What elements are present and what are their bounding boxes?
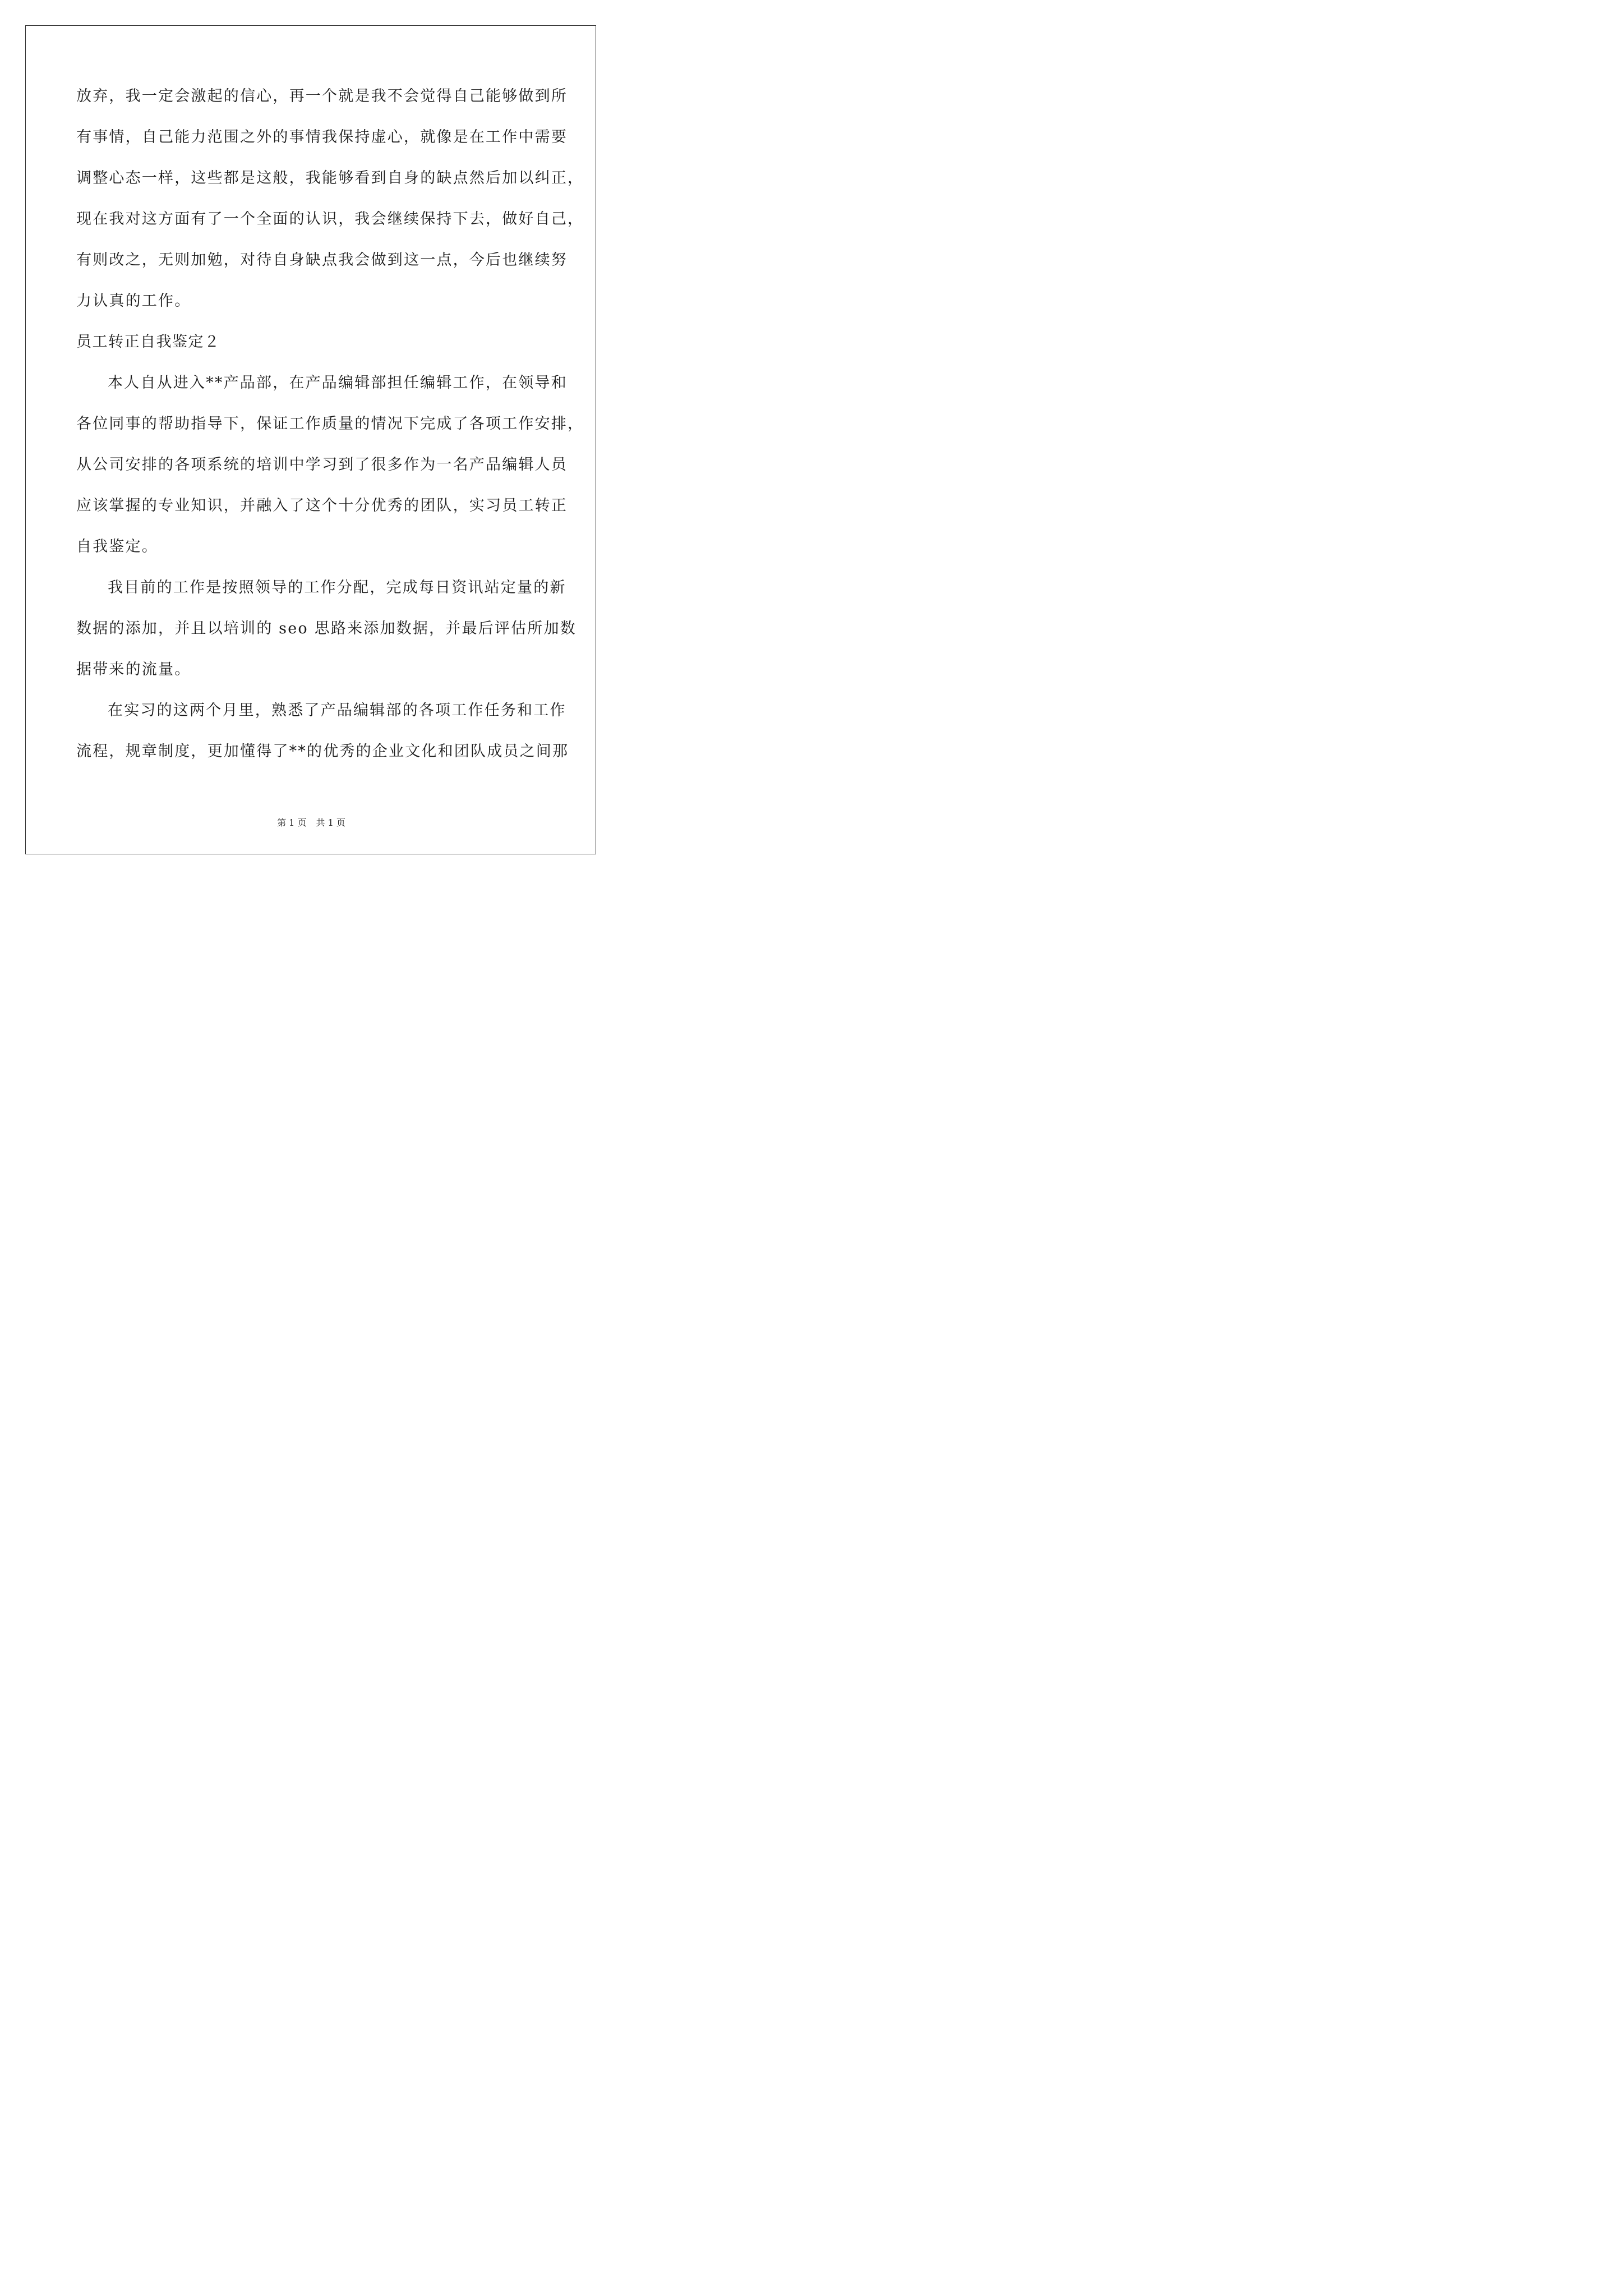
page-total: 共 1 页 [316,817,345,828]
paragraph-first-line: 本人自从进入**产品部，在产品编辑部担任编辑工作，在领导和 [108,374,568,392]
text-line: 各位同事的帮助指导下，保证工作质量的情况下完成了各项工作安排， [76,415,584,432]
page-footer [0,816,623,829]
text-line: 有事情，自己能力范围之外的事情我保持虚心，就像是在工作中需要 [76,128,568,146]
paragraph-first-line: 我目前的工作是按照领导的工作分配，完成每日资讯站定量的新 [108,579,566,596]
section-heading: 员工转正自我鉴定２ [76,333,220,351]
text-line: 自我鉴定。 [76,538,158,555]
paragraph-first-line: 在实习的这两个月里，熟悉了产品编辑部的各项工作任务和工作 [108,702,566,719]
text-line: 流程，规章制度，更加懂得了**的优秀的企业文化和团队成员之间那 [76,743,569,760]
text-line: 放弃，我一定会激起的信心，再一个就是我不会觉得自己能够做到所 [76,88,568,105]
document-body [76,76,584,772]
text-line: 应该掌握的专业知识，并融入了这个十分优秀的团队，实习员工转正 [76,497,568,514]
text-line: 调整心态一样，这些都是这般，我能够看到自身的缺点然后加以纠正， [76,169,584,187]
text-line: 力认真的工作。 [76,292,191,310]
text-line: 现在我对这方面有了一个全面的认识，我会继续保持下去，做好自己， [76,210,584,228]
text-line: 从公司安排的各项系统的培训中学习到了很多作为一名产品编辑人员 [76,456,568,473]
text-line: 数据的添加，并且以培训的 seo 思路来添加数据，并最后评估所加数 [76,620,577,637]
text-line: 有则改之，无则加勉，对待自身缺点我会做到这一点，今后也继续努 [76,251,568,269]
page-number: 第 1 页 [277,817,307,828]
text-line: 据带来的流量。 [76,661,191,678]
